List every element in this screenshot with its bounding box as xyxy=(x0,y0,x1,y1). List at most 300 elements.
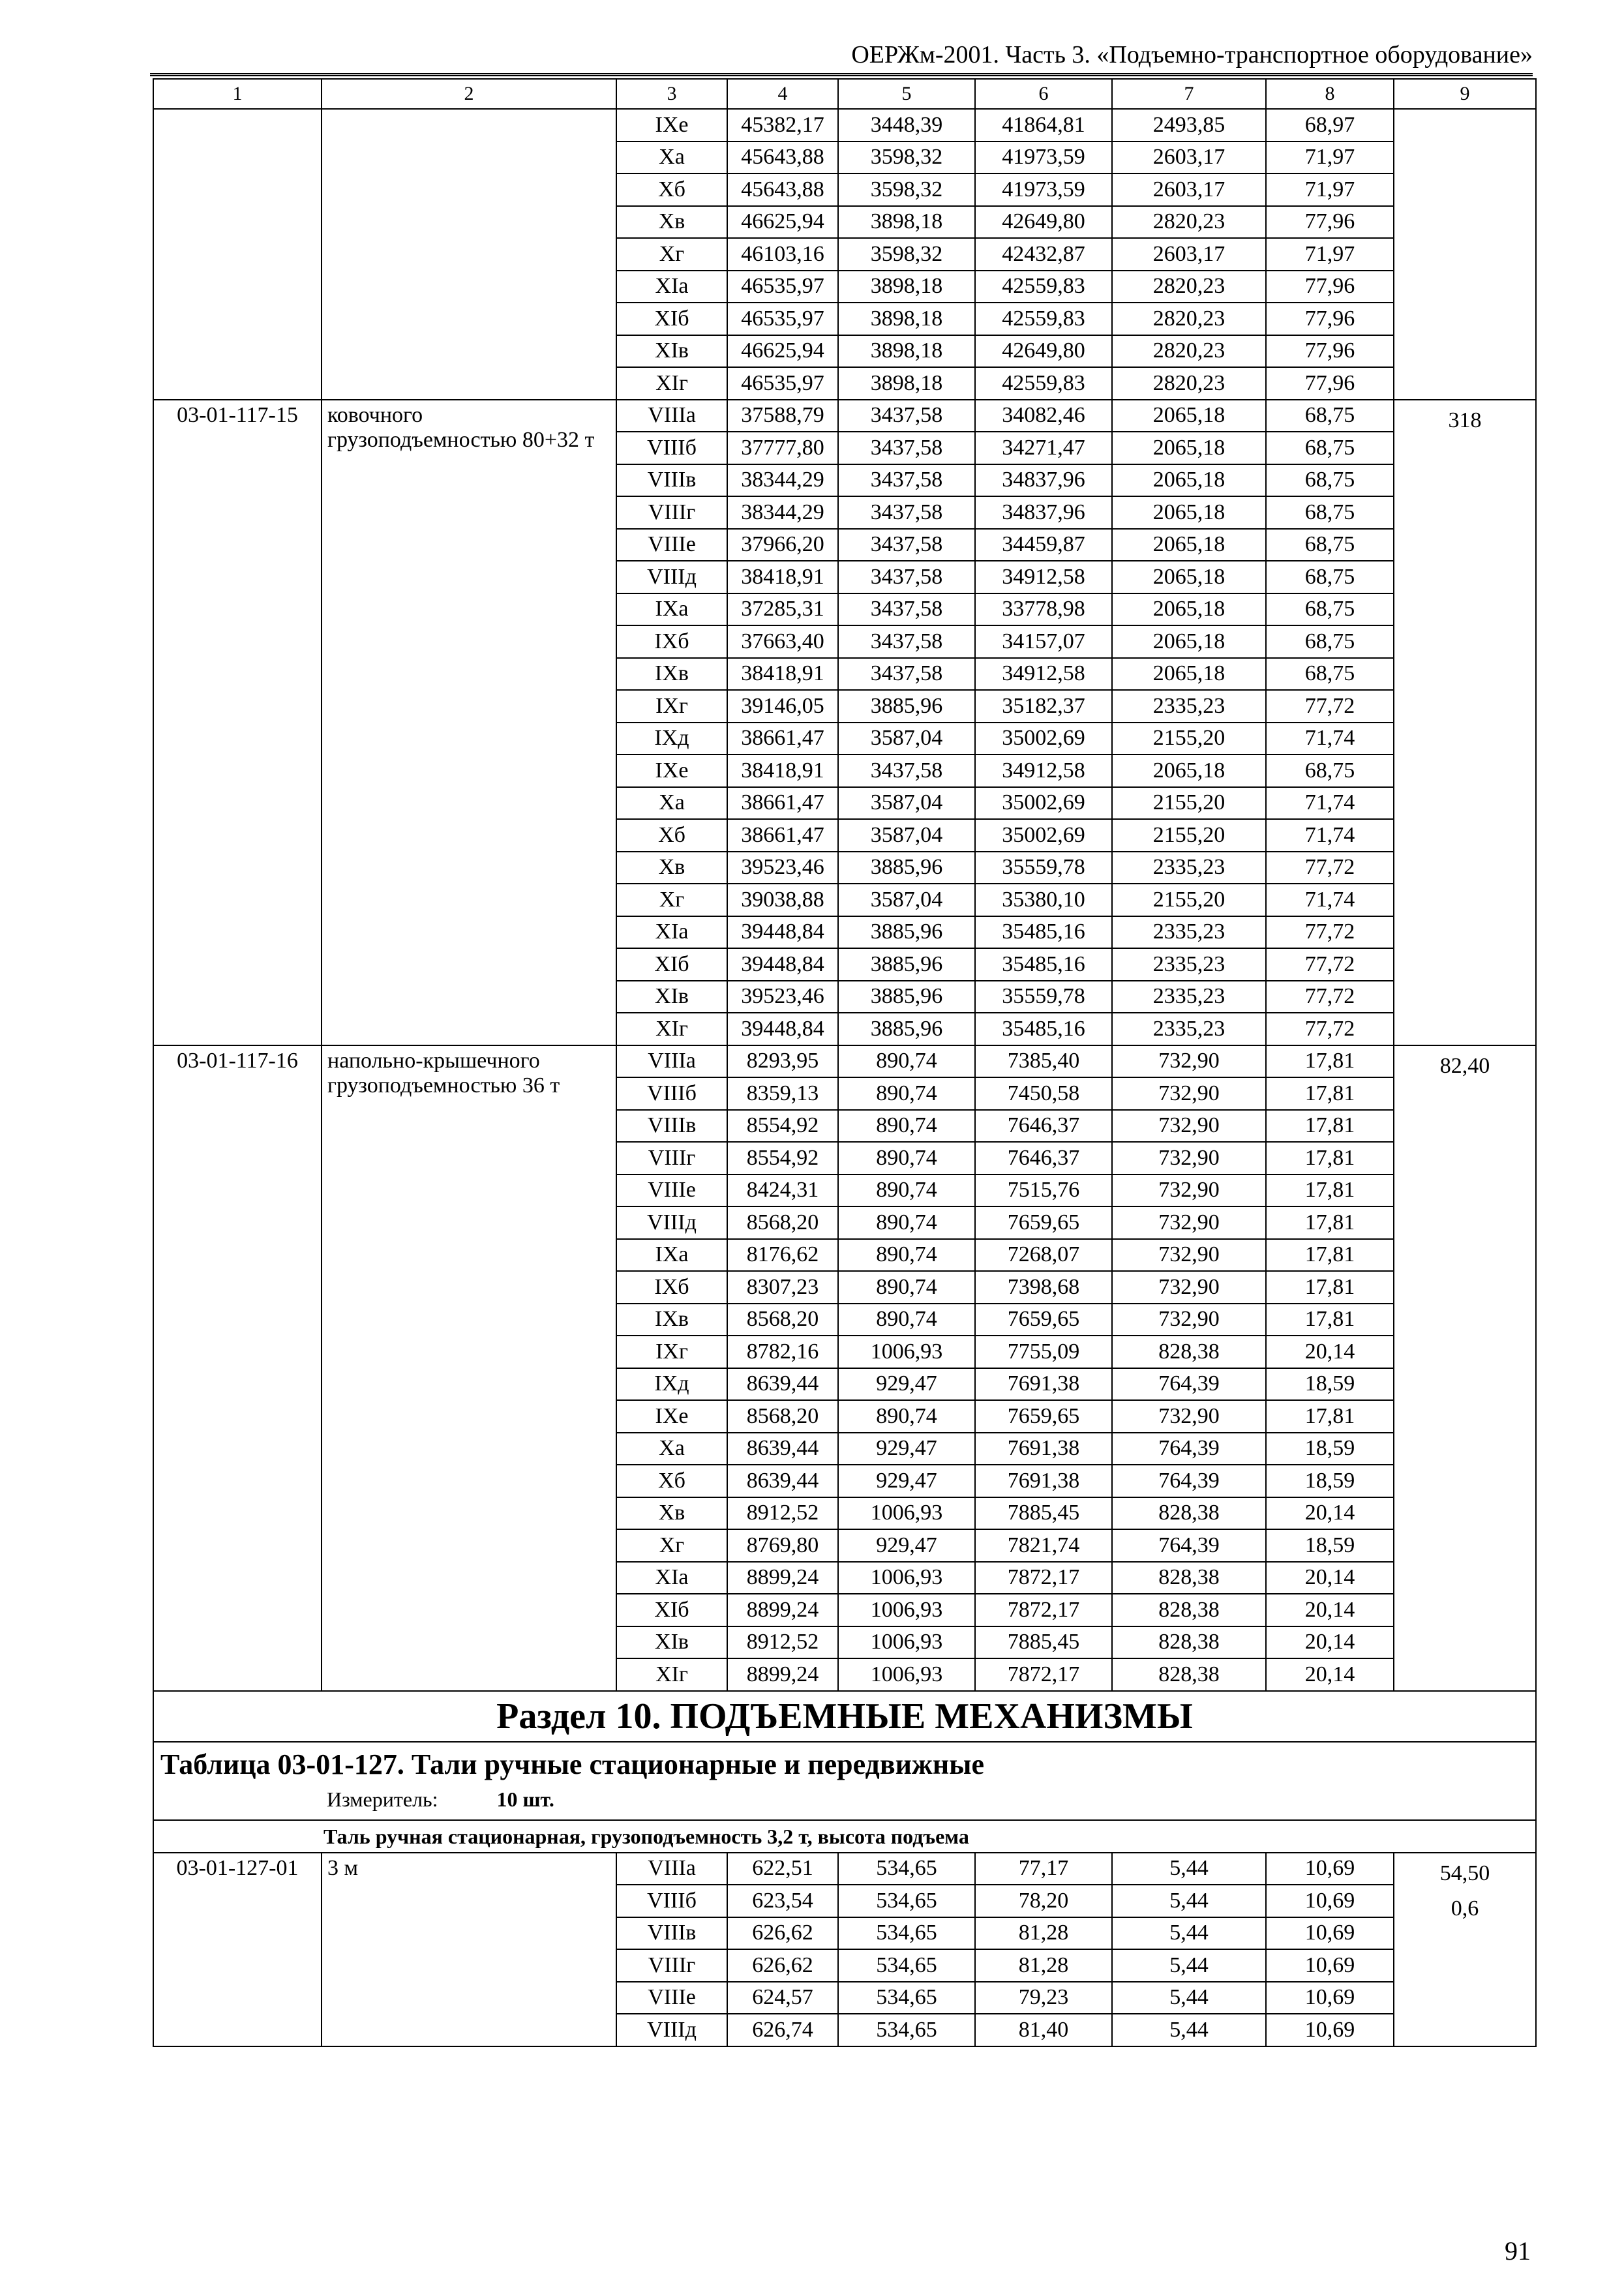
table-cell: 622,51 xyxy=(727,1853,838,1885)
table-cell: VIIIе xyxy=(616,529,727,561)
table-cell: 3598,32 xyxy=(838,142,975,174)
table-cell: 77,72 xyxy=(1266,981,1394,1013)
table-cell: 8639,44 xyxy=(727,1368,838,1401)
table-cell: 17,81 xyxy=(1266,1110,1394,1143)
table-cell: 42649,80 xyxy=(975,206,1112,239)
table-cell: IXд xyxy=(616,1368,727,1401)
table-cell: 68,97 xyxy=(1266,109,1394,142)
table-cell: 7872,17 xyxy=(975,1562,1112,1594)
table-cell: 77,17 xyxy=(975,1853,1112,1885)
table-cell: 1006,93 xyxy=(838,1336,975,1368)
table-cell: XIг xyxy=(616,367,727,400)
table-cell: 77,96 xyxy=(1266,367,1394,400)
table-cell: 7398,68 xyxy=(975,1271,1112,1304)
table-cell: 77,72 xyxy=(1266,948,1394,981)
table-cell: 929,47 xyxy=(838,1368,975,1401)
table-cell: 1006,93 xyxy=(838,1594,975,1626)
table-cell: 17,81 xyxy=(1266,1174,1394,1207)
table-cell: IXа xyxy=(616,593,727,626)
table-cell: 534,65 xyxy=(838,1853,975,1885)
table-cell: 2155,20 xyxy=(1112,884,1266,916)
table-cell: 8568,20 xyxy=(727,1400,838,1433)
table-cell: 2155,20 xyxy=(1112,787,1266,820)
table-cell: 890,74 xyxy=(838,1271,975,1304)
table-cell: 35485,16 xyxy=(975,948,1112,981)
table-cell: 732,90 xyxy=(1112,1174,1266,1207)
measure-label: Измеритель: xyxy=(327,1787,438,1811)
table-cell: XIг xyxy=(616,1658,727,1691)
table-cell: 81,28 xyxy=(975,1949,1112,1982)
column-number: 3 xyxy=(616,79,727,109)
table-row xyxy=(153,109,1536,142)
table-cell: 8293,95 xyxy=(727,1045,838,1078)
table-cell: 46625,94 xyxy=(727,335,838,368)
table-cell: 34912,58 xyxy=(975,561,1112,593)
table-cell: 20,14 xyxy=(1266,1562,1394,1594)
table-cell: 20,14 xyxy=(1266,1336,1394,1368)
table-cell: 3587,04 xyxy=(838,884,975,916)
table-cell: 890,74 xyxy=(838,1174,975,1207)
table-cell: 10,69 xyxy=(1266,1949,1394,1982)
table-row xyxy=(153,400,1536,432)
table-cell: 34912,58 xyxy=(975,755,1112,787)
table-cell: 68,75 xyxy=(1266,400,1394,432)
column-number: 5 xyxy=(838,79,975,109)
table-cell: 35002,69 xyxy=(975,787,1112,820)
table-cell: 34082,46 xyxy=(975,400,1112,432)
column-number: 2 xyxy=(322,79,616,109)
table-cell: 34157,07 xyxy=(975,625,1112,658)
table-cell: 68,75 xyxy=(1266,464,1394,497)
table-cell: 8899,24 xyxy=(727,1562,838,1594)
table-cell: 33778,98 xyxy=(975,593,1112,626)
table-body xyxy=(153,79,1536,2046)
table-cell: 3885,96 xyxy=(838,948,975,981)
table-cell: 39523,46 xyxy=(727,981,838,1013)
table-cell: 34459,87 xyxy=(975,529,1112,561)
table-cell: 10,69 xyxy=(1266,1853,1394,1885)
table-cell: XIб xyxy=(616,948,727,981)
table-cell: 7691,38 xyxy=(975,1465,1112,1497)
table-cell: 764,39 xyxy=(1112,1368,1266,1401)
table-cell: 71,74 xyxy=(1266,884,1394,916)
table-cell: 732,90 xyxy=(1112,1304,1266,1336)
table-cell: 10,69 xyxy=(1266,1885,1394,1917)
table-cell: 890,74 xyxy=(838,1206,975,1239)
table-cell: 624,57 xyxy=(727,1982,838,2014)
table-cell: 18,59 xyxy=(1266,1465,1394,1497)
table-cell: 10,69 xyxy=(1266,1917,1394,1950)
table-cell: 38418,91 xyxy=(727,658,838,691)
table-cell: 46535,97 xyxy=(727,303,838,335)
table-cell: 42432,87 xyxy=(975,238,1112,271)
column-number: 4 xyxy=(727,79,838,109)
table-cell: 77,96 xyxy=(1266,335,1394,368)
table-cell: 8899,24 xyxy=(727,1658,838,1691)
table-cell: 626,62 xyxy=(727,1917,838,1950)
table-cell: 81,40 xyxy=(975,2014,1112,2046)
rate-name: 3 м xyxy=(322,1853,616,2046)
table-cell: 7885,45 xyxy=(975,1497,1112,1530)
table-cell: VIIIг xyxy=(616,1949,727,1982)
table-cell: 18,59 xyxy=(1266,1368,1394,1401)
rate-extra: 54,50 0,6 xyxy=(1394,1853,1536,2046)
table-cell: 929,47 xyxy=(838,1433,975,1465)
table-cell: Xг xyxy=(616,884,727,916)
table-cell: 7515,76 xyxy=(975,1174,1112,1207)
table-cell: VIIIе xyxy=(616,1174,727,1207)
table-cell: 77,72 xyxy=(1266,852,1394,884)
column-number: 8 xyxy=(1266,79,1394,109)
table-cell: 39038,88 xyxy=(727,884,838,916)
table-cell: 534,65 xyxy=(838,2014,975,2046)
table-cell: 890,74 xyxy=(838,1304,975,1336)
table-cell: 534,65 xyxy=(838,1982,975,2014)
table-cell: 17,81 xyxy=(1266,1239,1394,1272)
table-cell: 17,81 xyxy=(1266,1077,1394,1110)
table-cell: IXб xyxy=(616,625,727,658)
table-cell: 7691,38 xyxy=(975,1368,1112,1401)
table-cell: VIIIб xyxy=(616,432,727,464)
table-cell: 3885,96 xyxy=(838,690,975,723)
table-cell: 42559,83 xyxy=(975,367,1112,400)
table-cell: IXв xyxy=(616,658,727,691)
table-cell: 8782,16 xyxy=(727,1336,838,1368)
table-cell: 3437,58 xyxy=(838,432,975,464)
table-cell: 534,65 xyxy=(838,1949,975,1982)
table-cell: 890,74 xyxy=(838,1239,975,1272)
table-cell: 2820,23 xyxy=(1112,271,1266,303)
table-cell: 2820,23 xyxy=(1112,303,1266,335)
column-number: 9 xyxy=(1394,79,1536,109)
table-cell: 7646,37 xyxy=(975,1142,1112,1174)
table-cell: 2155,20 xyxy=(1112,723,1266,755)
table-cell: 764,39 xyxy=(1112,1465,1266,1497)
table-cell: 10,69 xyxy=(1266,1982,1394,2014)
table-cell: IXе xyxy=(616,1400,727,1433)
table-cell: VIIIв xyxy=(616,1110,727,1143)
table-cell: 732,90 xyxy=(1112,1206,1266,1239)
column-number: 6 xyxy=(975,79,1112,109)
table-cell: 2603,17 xyxy=(1112,173,1266,206)
price-table xyxy=(153,78,1537,2047)
table-cell: 623,54 xyxy=(727,1885,838,1917)
table-cell: Xа xyxy=(616,787,727,820)
page-number: 91 xyxy=(1505,2236,1531,2266)
table-cell: 2335,23 xyxy=(1112,916,1266,949)
table-cell: 37285,31 xyxy=(727,593,838,626)
table-cell: 45382,17 xyxy=(727,109,838,142)
measure-value: 10 шт. xyxy=(496,1787,554,1811)
table-cell: 71,97 xyxy=(1266,238,1394,271)
subheader: Таль ручная стационарная, грузоподъемность 3,2 т, высота подъема xyxy=(153,1820,1536,1853)
table-cell: Xб xyxy=(616,1465,727,1497)
table-cell: XIа xyxy=(616,916,727,949)
table-cell: 17,81 xyxy=(1266,1304,1394,1336)
table-cell: 3898,18 xyxy=(838,206,975,239)
table-cell: 2603,17 xyxy=(1112,238,1266,271)
table-cell: 890,74 xyxy=(838,1077,975,1110)
table-cell: 8176,62 xyxy=(727,1239,838,1272)
rate-name xyxy=(322,109,616,400)
table-cell: 5,44 xyxy=(1112,1982,1266,2014)
rate-name: ковочного грузоподъемностью 80+32 т xyxy=(322,400,616,1045)
table-cell: IXб xyxy=(616,1271,727,1304)
table-cell: 37588,79 xyxy=(727,400,838,432)
table-cell: 3437,58 xyxy=(838,400,975,432)
table-cell: Xа xyxy=(616,142,727,174)
table-cell: 45643,88 xyxy=(727,142,838,174)
table-cell: 35559,78 xyxy=(975,981,1112,1013)
table-cell: 77,72 xyxy=(1266,1013,1394,1045)
table-cell: IXд xyxy=(616,723,727,755)
table-cell: 929,47 xyxy=(838,1529,975,1562)
table-cell: VIIIб xyxy=(616,1077,727,1110)
rate-extra: 318 xyxy=(1394,400,1536,1045)
measure-line xyxy=(160,1787,1529,1812)
table-cell: 38418,91 xyxy=(727,755,838,787)
table-cell: 2820,23 xyxy=(1112,206,1266,239)
table-cell: 77,96 xyxy=(1266,303,1394,335)
table-cell: VIIIг xyxy=(616,1142,727,1174)
table-cell: 17,81 xyxy=(1266,1142,1394,1174)
table-cell: 7646,37 xyxy=(975,1110,1112,1143)
table-cell: 828,38 xyxy=(1112,1497,1266,1530)
table-cell: 41973,59 xyxy=(975,142,1112,174)
table-cell: IXе xyxy=(616,109,727,142)
table-cell: 8912,52 xyxy=(727,1497,838,1530)
table-cell: XIв xyxy=(616,981,727,1013)
table-cell: 3598,32 xyxy=(838,173,975,206)
table-cell: 81,28 xyxy=(975,1917,1112,1950)
table-cell: 7659,65 xyxy=(975,1304,1112,1336)
table-cell: 35485,16 xyxy=(975,1013,1112,1045)
table-cell: 929,47 xyxy=(838,1465,975,1497)
table-cell: 68,75 xyxy=(1266,432,1394,464)
column-number: 1 xyxy=(153,79,322,109)
table-cell: 1006,93 xyxy=(838,1562,975,1594)
table-cell: 71,97 xyxy=(1266,142,1394,174)
table-cell: 38661,47 xyxy=(727,723,838,755)
table-cell: 2155,20 xyxy=(1112,819,1266,852)
table-cell: 5,44 xyxy=(1112,1949,1266,1982)
table-cell: 2065,18 xyxy=(1112,625,1266,658)
table-row xyxy=(153,1853,1536,1885)
table-cell: 38344,29 xyxy=(727,464,838,497)
column-number-row xyxy=(153,79,1536,109)
table-cell: 8769,80 xyxy=(727,1529,838,1562)
table-cell: 2820,23 xyxy=(1112,335,1266,368)
table-cell: 37663,40 xyxy=(727,625,838,658)
table-cell: 18,59 xyxy=(1266,1433,1394,1465)
table-cell: 1006,93 xyxy=(838,1626,975,1659)
table-cell: VIIIд xyxy=(616,561,727,593)
table-cell: 39146,05 xyxy=(727,690,838,723)
table-cell: IXг xyxy=(616,1336,727,1368)
table-cell: IXе xyxy=(616,755,727,787)
table-cell: 732,90 xyxy=(1112,1110,1266,1143)
table-cell: 2065,18 xyxy=(1112,464,1266,497)
table-cell: 2065,18 xyxy=(1112,561,1266,593)
table-cell: 1006,93 xyxy=(838,1658,975,1691)
table-cell: 34837,96 xyxy=(975,464,1112,497)
table-cell: Xг xyxy=(616,238,727,271)
table-cell: 828,38 xyxy=(1112,1626,1266,1659)
table-cell: 68,75 xyxy=(1266,496,1394,529)
table-cell: 39448,84 xyxy=(727,916,838,949)
table-cell: 828,38 xyxy=(1112,1594,1266,1626)
table-cell: 34271,47 xyxy=(975,432,1112,464)
table-cell: 37777,80 xyxy=(727,432,838,464)
table-cell: XIб xyxy=(616,303,727,335)
table-cell: 2065,18 xyxy=(1112,593,1266,626)
table-cell: 2820,23 xyxy=(1112,367,1266,400)
table-cell: Xа xyxy=(616,1433,727,1465)
table-cell: 828,38 xyxy=(1112,1336,1266,1368)
subheader-row xyxy=(153,1820,1536,1853)
table-cell: VIIIд xyxy=(616,2014,727,2046)
table-cell: IXг xyxy=(616,690,727,723)
table-cell: XIа xyxy=(616,271,727,303)
table-cell: 7385,40 xyxy=(975,1045,1112,1078)
table-cell: 20,14 xyxy=(1266,1594,1394,1626)
table-cell: 7821,74 xyxy=(975,1529,1112,1562)
table-cell: 35182,37 xyxy=(975,690,1112,723)
column-number: 7 xyxy=(1112,79,1266,109)
table-cell: 77,96 xyxy=(1266,206,1394,239)
table-cell: 41973,59 xyxy=(975,173,1112,206)
table-cell: 2065,18 xyxy=(1112,496,1266,529)
table-cell: 20,14 xyxy=(1266,1658,1394,1691)
table-cell: 2065,18 xyxy=(1112,529,1266,561)
table-cell: 2335,23 xyxy=(1112,690,1266,723)
table-cell: 7691,38 xyxy=(975,1433,1112,1465)
table-cell: 35380,10 xyxy=(975,884,1112,916)
rate-extra: 82,40 xyxy=(1394,1045,1536,1691)
table-cell: 41864,81 xyxy=(975,109,1112,142)
table-cell: 71,74 xyxy=(1266,723,1394,755)
table-cell: Xв xyxy=(616,852,727,884)
table-row xyxy=(153,1045,1536,1078)
table-cell: 732,90 xyxy=(1112,1400,1266,1433)
table-cell: 3885,96 xyxy=(838,981,975,1013)
table-cell: 828,38 xyxy=(1112,1658,1266,1691)
table-cell: IXа xyxy=(616,1239,727,1272)
table-cell: 7755,09 xyxy=(975,1336,1112,1368)
table-cell: 8568,20 xyxy=(727,1206,838,1239)
header-rule xyxy=(150,73,1533,76)
table-cell: 68,75 xyxy=(1266,529,1394,561)
table-cell: 20,14 xyxy=(1266,1497,1394,1530)
table-cell: 3587,04 xyxy=(838,819,975,852)
table-cell: 7885,45 xyxy=(975,1626,1112,1659)
table-cell: 77,96 xyxy=(1266,271,1394,303)
table-cell: 828,38 xyxy=(1112,1562,1266,1594)
table-cell: 71,74 xyxy=(1266,787,1394,820)
table-cell: 77,72 xyxy=(1266,916,1394,949)
table-cell: 764,39 xyxy=(1112,1433,1266,1465)
table-cell: 42649,80 xyxy=(975,335,1112,368)
table-cell: 38418,91 xyxy=(727,561,838,593)
table-cell: 3437,58 xyxy=(838,625,975,658)
table-cell: 3437,58 xyxy=(838,755,975,787)
table-cell: 68,75 xyxy=(1266,561,1394,593)
table-cell: 42559,83 xyxy=(975,271,1112,303)
table-cell: 8912,52 xyxy=(727,1626,838,1659)
table-cell: 39523,46 xyxy=(727,852,838,884)
table-cell: 35559,78 xyxy=(975,852,1112,884)
table-cell: VIIIв xyxy=(616,1917,727,1950)
table-cell: 890,74 xyxy=(838,1142,975,1174)
table-cell: 890,74 xyxy=(838,1045,975,1078)
table-cell: 18,59 xyxy=(1266,1529,1394,1562)
table-cell: 3437,58 xyxy=(838,529,975,561)
table-cell: 8639,44 xyxy=(727,1433,838,1465)
table-cell: 71,97 xyxy=(1266,173,1394,206)
table-cell: 46103,16 xyxy=(727,238,838,271)
table-cell: 68,75 xyxy=(1266,658,1394,691)
table-cell: XIв xyxy=(616,335,727,368)
section-row xyxy=(153,1691,1536,1742)
table-cell: 17,81 xyxy=(1266,1045,1394,1078)
table-cell: XIб xyxy=(616,1594,727,1626)
table-cell: 79,23 xyxy=(975,1982,1112,2014)
table-cell: 7268,07 xyxy=(975,1239,1112,1272)
table-cell: 17,81 xyxy=(1266,1206,1394,1239)
running-header: ОЕРЖм-2001. Часть 3. «Подъемно-транспортное оборудование» xyxy=(851,41,1533,68)
table-cell: VIIIа xyxy=(616,400,727,432)
table-cell: 35485,16 xyxy=(975,916,1112,949)
table-cell: IXв xyxy=(616,1304,727,1336)
table-cell: 7659,65 xyxy=(975,1400,1112,1433)
table-cell: 626,62 xyxy=(727,1949,838,1982)
table-cell: VIIIб xyxy=(616,1885,727,1917)
table-cell: 7872,17 xyxy=(975,1594,1112,1626)
table-cell: 3885,96 xyxy=(838,916,975,949)
table-cell: 3898,18 xyxy=(838,367,975,400)
table-cell: VIIIа xyxy=(616,1045,727,1078)
table-cell: 890,74 xyxy=(838,1110,975,1143)
table-cell: 5,44 xyxy=(1112,1853,1266,1885)
table-cell: 8568,20 xyxy=(727,1304,838,1336)
table-cell: VIIIа xyxy=(616,1853,727,1885)
table-cell: 3885,96 xyxy=(838,1013,975,1045)
table-cell: 39448,84 xyxy=(727,1013,838,1045)
table-cell: 35002,69 xyxy=(975,819,1112,852)
rate-code: 03-01-127-01 xyxy=(153,1853,322,2046)
table-cell: 68,75 xyxy=(1266,755,1394,787)
table-cell: 2065,18 xyxy=(1112,432,1266,464)
section-title: Раздел 10. ПОДЪЕМНЫЕ МЕХАНИЗМЫ xyxy=(153,1691,1536,1742)
table-cell: 732,90 xyxy=(1112,1077,1266,1110)
table-cell: 534,65 xyxy=(838,1917,975,1950)
table-cell: 17,81 xyxy=(1266,1400,1394,1433)
table-cell: 626,74 xyxy=(727,2014,838,2046)
table-cell: 17,81 xyxy=(1266,1271,1394,1304)
table-cell: 3437,58 xyxy=(838,464,975,497)
table-cell: 39448,84 xyxy=(727,948,838,981)
table-cell: 3885,96 xyxy=(838,852,975,884)
table-cell: Xв xyxy=(616,1497,727,1530)
rate-extra xyxy=(1394,109,1536,400)
table-cell: 8899,24 xyxy=(727,1594,838,1626)
rate-code xyxy=(153,109,322,400)
table-cell: 3598,32 xyxy=(838,238,975,271)
table-cell: 3437,58 xyxy=(838,593,975,626)
table-cell: 3448,39 xyxy=(838,109,975,142)
table-cell: 10,69 xyxy=(1266,2014,1394,2046)
table-cell: 77,72 xyxy=(1266,690,1394,723)
